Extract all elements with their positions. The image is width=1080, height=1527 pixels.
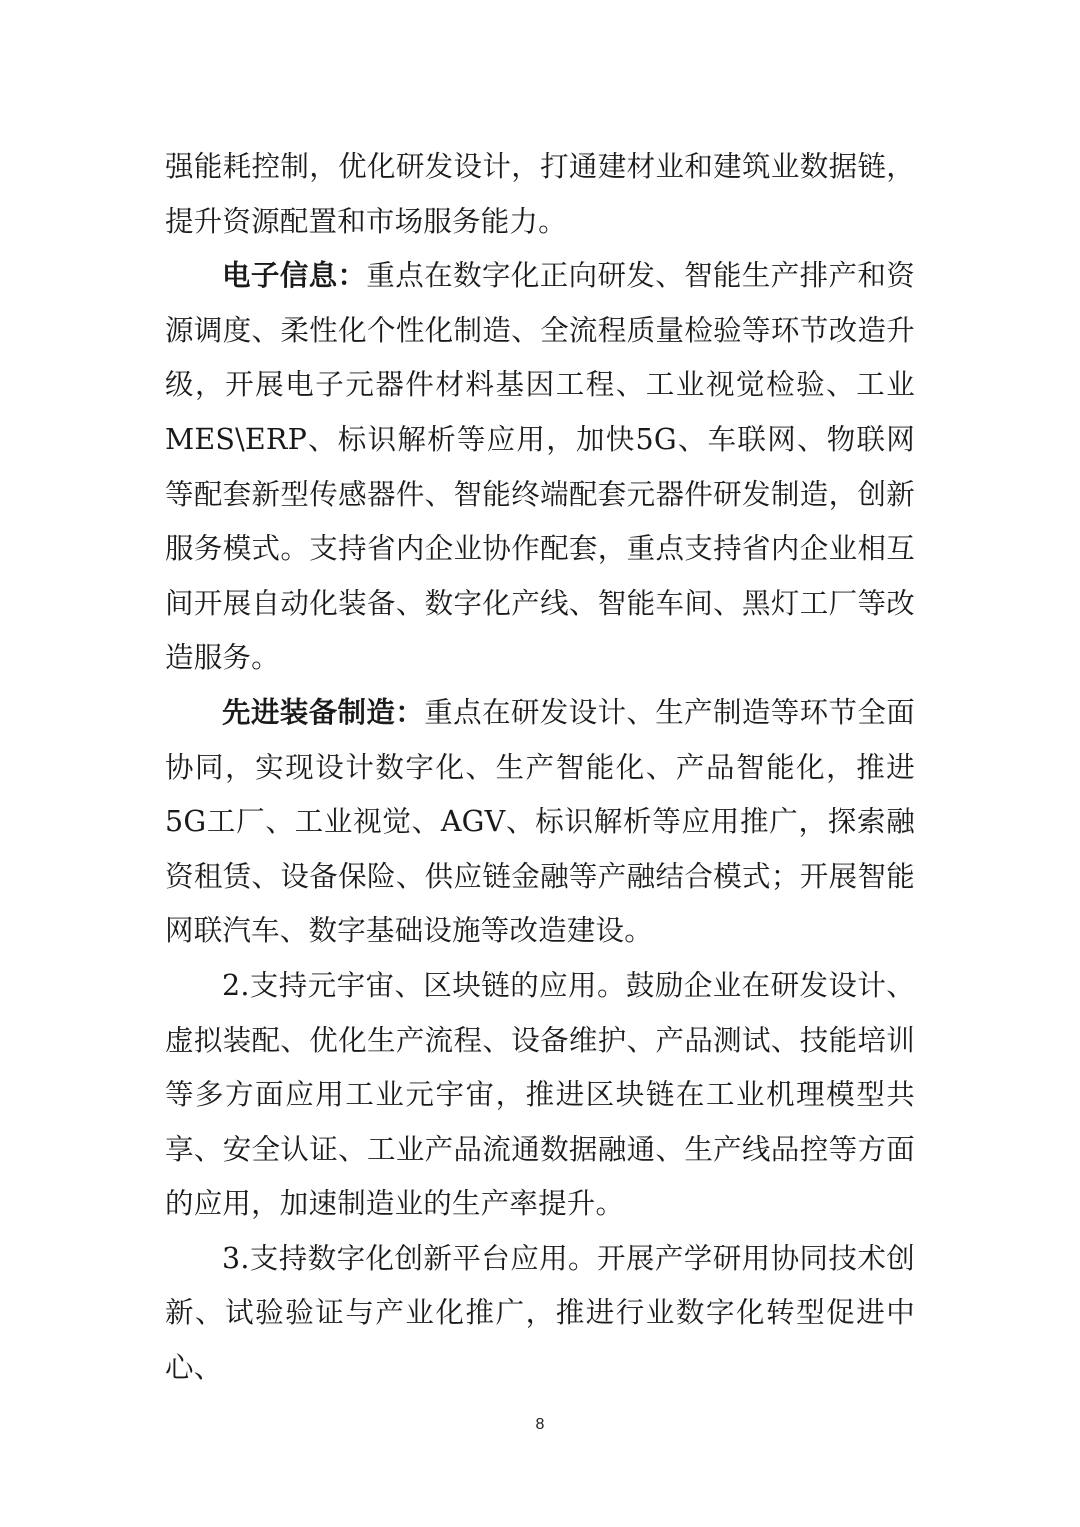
paragraph-innovation-platform	[165, 1232, 915, 1396]
paragraph-text: 重点在数字化正向研发、智能生产排产和资源调度、柔性化个性化制造、全流程质量检验等环节改造升级，开展电子元器件材料基因工程、工业视觉检验、工业MES\ERP、标识解析等应用，加快5G、车联网、物联网等配套新型传感器件、智能终端配套元器件研发制造，创新服务模式。支持省内企业协作配套，重点支持省内企业相互间开展自动化装备、数字化产线、智能车间、黑灯工厂等改造服务。	[165, 259, 915, 675]
paragraph-text: 3.支持数字化创新平台应用。开展产学研用协同技术创新、试验验证与产业化推广，推进行业数字化转型促进中心、	[165, 1241, 915, 1385]
paragraph-text: 2.支持元宇宙、区块链的应用。鼓励企业在研发设计、虚拟装配、优化生产流程、设备维护、产品测试、技能培训等多方面应用工业元宇宙，推进区块链在工业机理模型共享、安全认证、工业产品流通数据融通、生产线品控等方面的应用，加速制造业的生产率提升。	[165, 968, 915, 1221]
paragraph-continuation	[165, 140, 915, 249]
paragraph-advanced-equipment	[165, 686, 915, 959]
page-number: 8	[535, 1416, 545, 1433]
paragraph-metaverse-blockchain	[165, 959, 915, 1232]
paragraph-text: 强能耗控制，优化研发设计，打通建材业和建筑业数据链，提升资源配置和市场服务能力。	[165, 150, 915, 238]
document-body	[165, 140, 915, 1396]
paragraph-text: 重点在研发设计、生产制造等环节全面协同，实现设计数字化、生产智能化、产品智能化，推进5G工厂、工业视觉、AGV、标识解析等应用推广，探索融资租赁、设备保险、供应链金融等产融结合模式；开展智能网联汽车、数字基础设施等改造建设。	[165, 695, 916, 948]
paragraph-label: 电子信息：	[222, 259, 367, 293]
paragraph-electronic-info	[165, 249, 915, 686]
paragraph-label: 先进装备制造：	[222, 695, 425, 729]
